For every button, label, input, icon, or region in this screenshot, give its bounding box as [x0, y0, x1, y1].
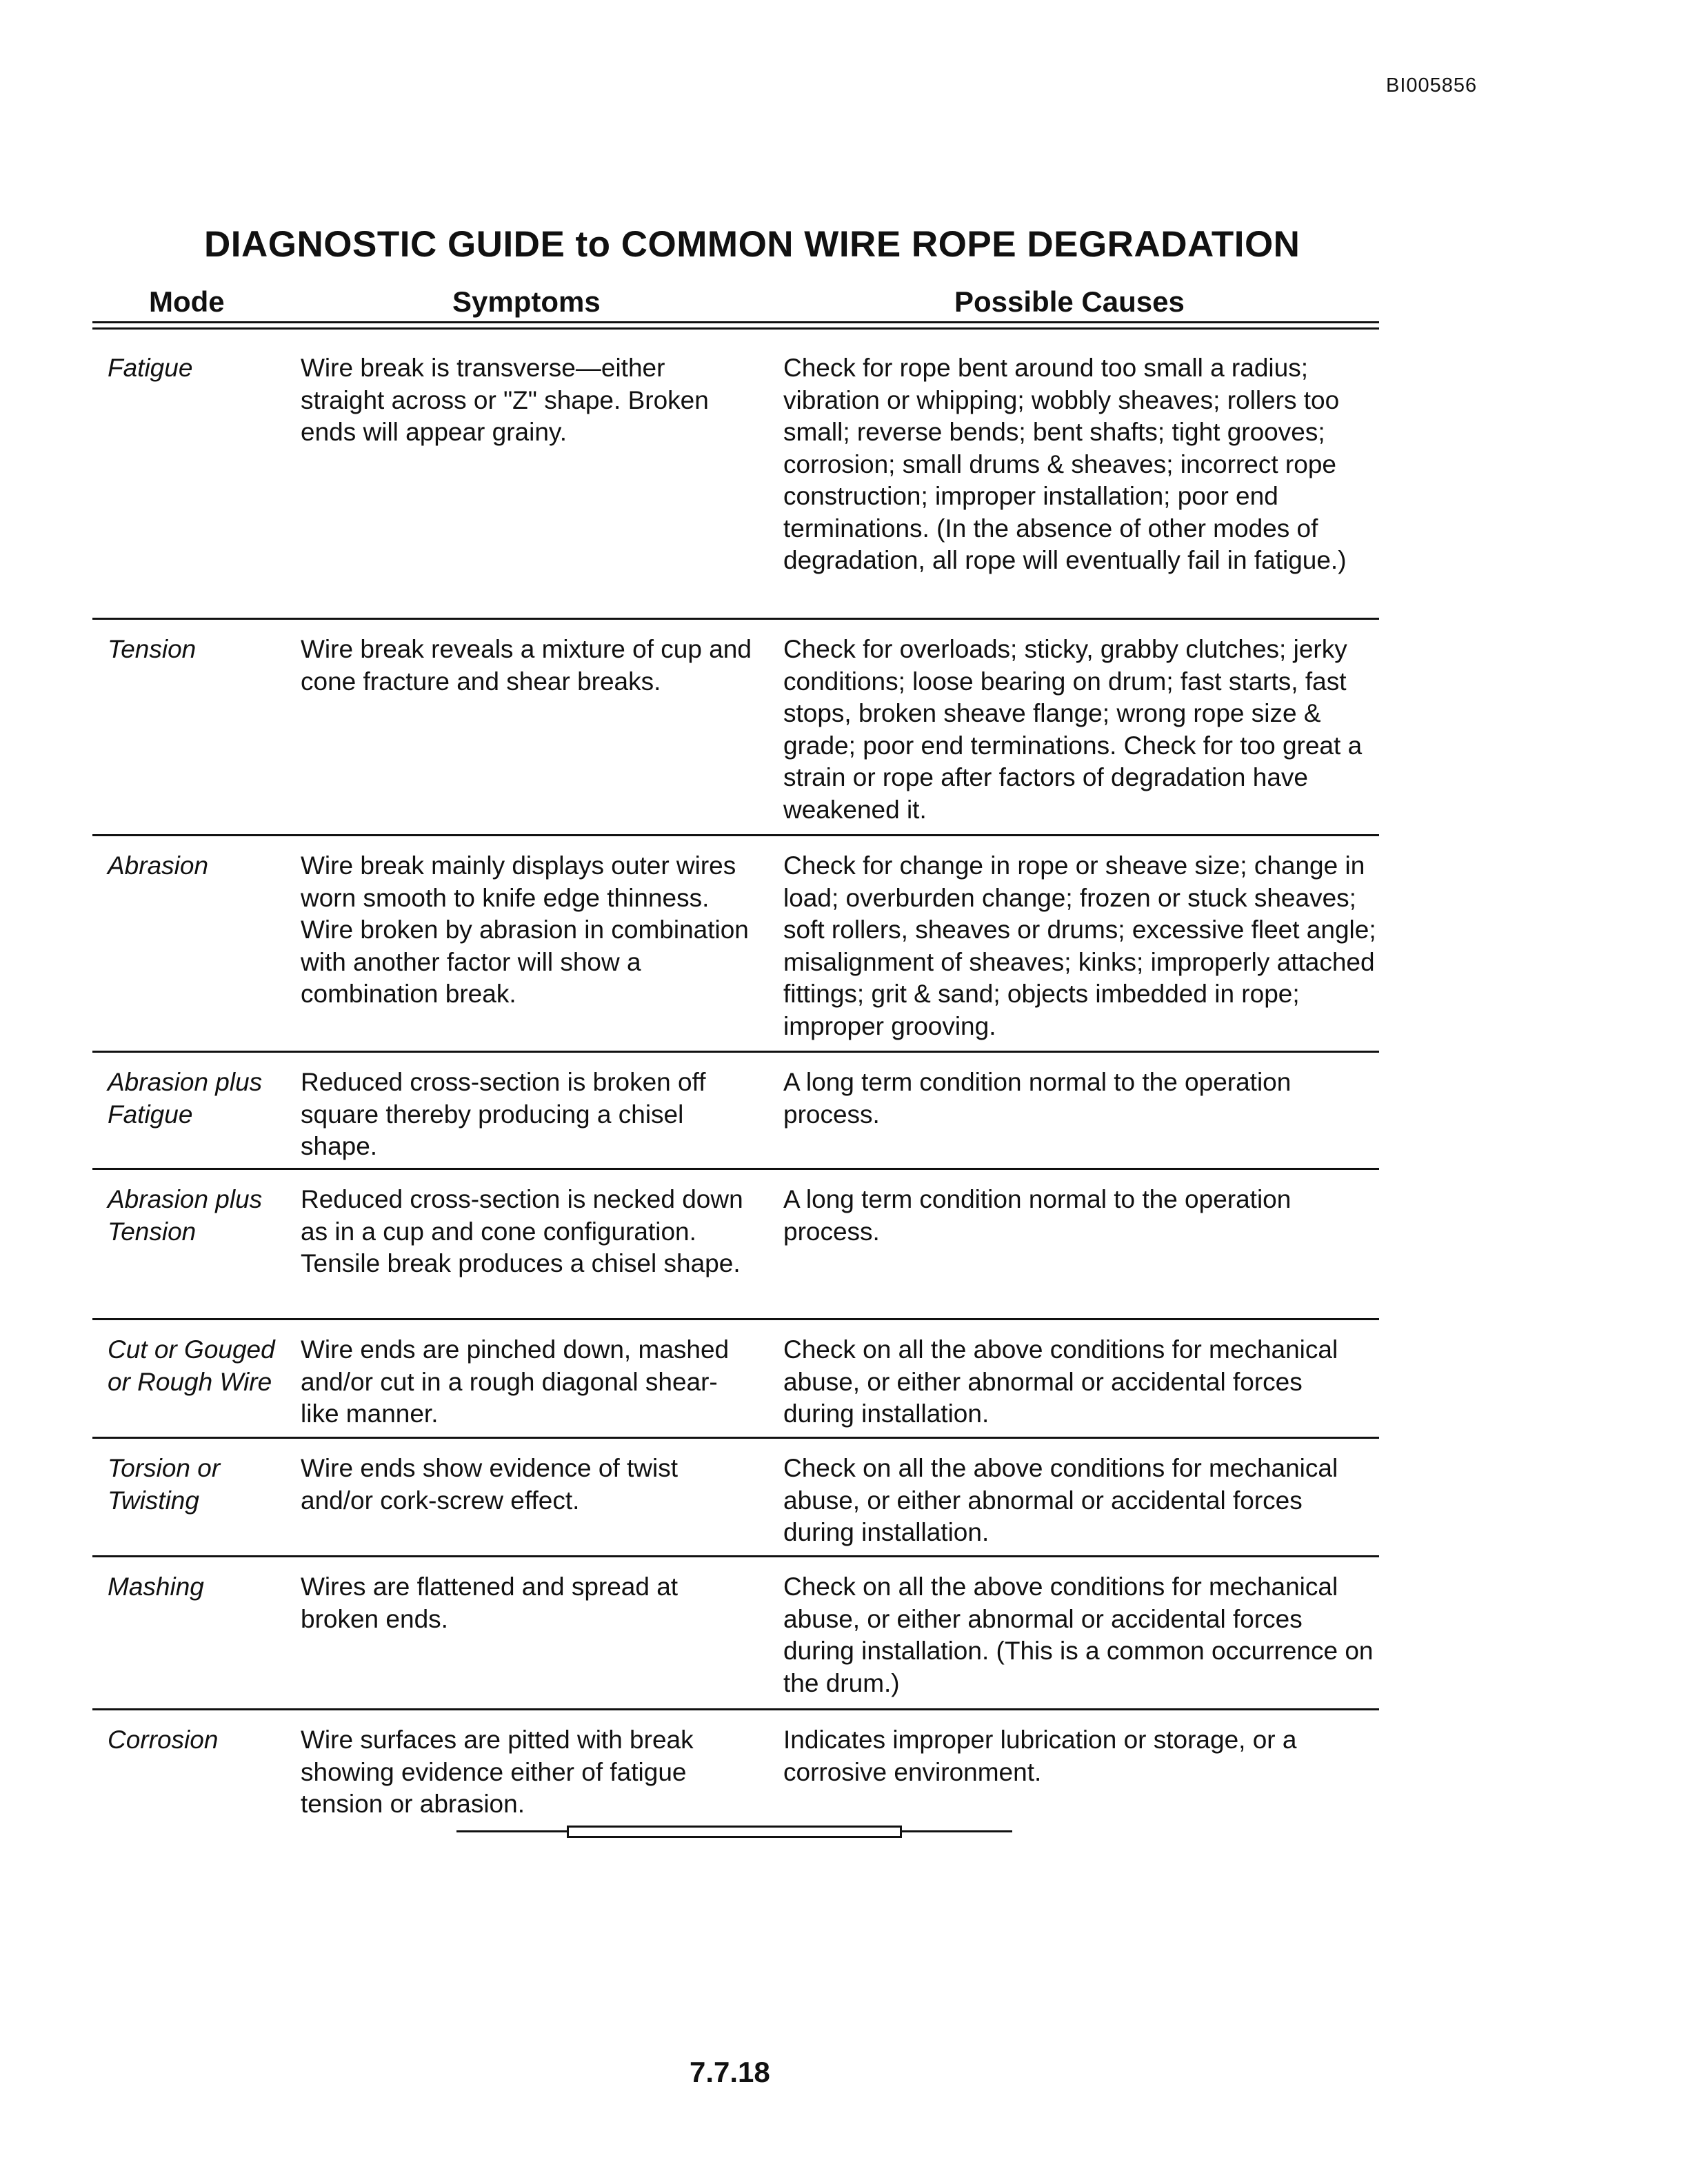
causes-cell: A long term condition normal to the operation process. — [783, 1185, 1292, 1246]
column-header-causes: Possible Causes — [954, 285, 1185, 318]
mode-cell: Mashing — [108, 1573, 204, 1601]
degradation-table — [92, 279, 1379, 1834]
causes-cell: Check for rope bent around too small a radius; vibration or whipping; wobbly sheaves; rollers too small; reverse bends; bent shafts; tight grooves; corrosion; small drums & sheaves; incorrect rope construction; improper installation; poor end terminations. (In the absence of other modes of degradation, all rope will eventually fail in fatigue.) — [783, 354, 1347, 574]
symptoms-cell: Wires are flattened and spread at broken ends. — [301, 1573, 679, 1633]
symptoms-cell: Wire surfaces are pitted with break showing evidence either of fatigue tension or abrasion. — [301, 1726, 694, 1818]
table-row — [92, 836, 1379, 1053]
symptoms-cell: Reduced cross-section is necked down as in a cup and cone configuration. Tensile break produces a chisel shape. — [301, 1185, 743, 1277]
mode-cell: Tension — [108, 635, 197, 663]
table-row — [92, 338, 1379, 620]
causes-cell: Check on all the above conditions for mechanical abuse, or either abnormal or accidental forces during installation. — [783, 1335, 1338, 1428]
causes-cell: A long term condition normal to the operation process. — [783, 1068, 1292, 1129]
causes-cell: Indicates improper lubrication or storage, or a corrosive environment. — [783, 1726, 1297, 1786]
mode-cell: Abrasion plus Fatigue — [108, 1068, 263, 1129]
column-header-mode: Mode — [149, 285, 225, 318]
table-row — [92, 1710, 1379, 1834]
mode-cell: Torsion or Twisting — [108, 1454, 221, 1515]
mode-cell: Cut or Gouged or Rough Wire — [108, 1335, 275, 1396]
mode-cell: Corrosion — [108, 1726, 219, 1754]
symptoms-cell: Wire ends show evidence of twist and/or cork-screw effect. — [301, 1454, 679, 1515]
end-divider — [456, 1826, 1012, 1837]
symptoms-cell: Wire break is transverse—either straight across or "Z" shape. Broken ends will appear grainy. — [301, 354, 709, 446]
symptoms-cell: Wire break reveals a mixture of cup and cone fracture and shear breaks. — [301, 635, 752, 696]
column-header-symptoms: Symptoms — [452, 285, 601, 318]
mode-cell: Abrasion — [108, 851, 209, 880]
causes-cell: Check for overloads; sticky, grabby clutches; jerky conditions; loose bearing on drum; fast starts, fast stops, broken sheave flange; wrong rope size & grade; poor end terminations. Check for too great a strain or rope after factors of degradation have weakened it. — [783, 635, 1363, 824]
mode-cell: Abrasion plus Tension — [108, 1185, 263, 1246]
table-row — [92, 620, 1379, 836]
causes-cell: Check for change in rope or sheave size; change in load; overburden change; frozen or stuck sheaves; soft rollers, sheaves or drums; excessive fleet angle; misalignment of sheaves; kinks; improperly attached fittings; grit & sand; objects imbedded in rope; improper grooving. — [783, 851, 1376, 1040]
table-row — [92, 1170, 1379, 1320]
table-body — [92, 338, 1379, 1834]
symptoms-cell: Wire ends are pinched down, mashed and/or cut in a rough diagonal shear-like manner. — [301, 1335, 730, 1428]
causes-cell: Check on all the above conditions for mechanical abuse, or either abnormal or accidental forces during installation. — [783, 1454, 1338, 1546]
mode-cell: Fatigue — [108, 354, 193, 382]
document-id: BI005856 — [1386, 74, 1478, 97]
table-row — [92, 1320, 1379, 1439]
table-header — [92, 279, 1379, 323]
page-title: DIAGNOSTIC GUIDE to COMMON WIRE ROPE DEGRADATION — [204, 224, 1300, 265]
table-row — [92, 1557, 1379, 1710]
table-row — [92, 1439, 1379, 1557]
table-row — [92, 1053, 1379, 1170]
causes-cell: Check on all the above conditions for mechanical abuse, or either abnormal or accidental forces during installation. (This is a common occurrence on the drum.) — [783, 1573, 1374, 1697]
symptoms-cell: Reduced cross-section is broken off square thereby producing a chisel shape. — [301, 1068, 706, 1160]
symptoms-cell: Wire break mainly displays outer wires worn smooth to knife edge thinness. Wire broken by abrasion in combination with another factor will show a combination break. — [301, 851, 749, 1008]
page-number: 7.7.18 — [690, 2056, 770, 2088]
